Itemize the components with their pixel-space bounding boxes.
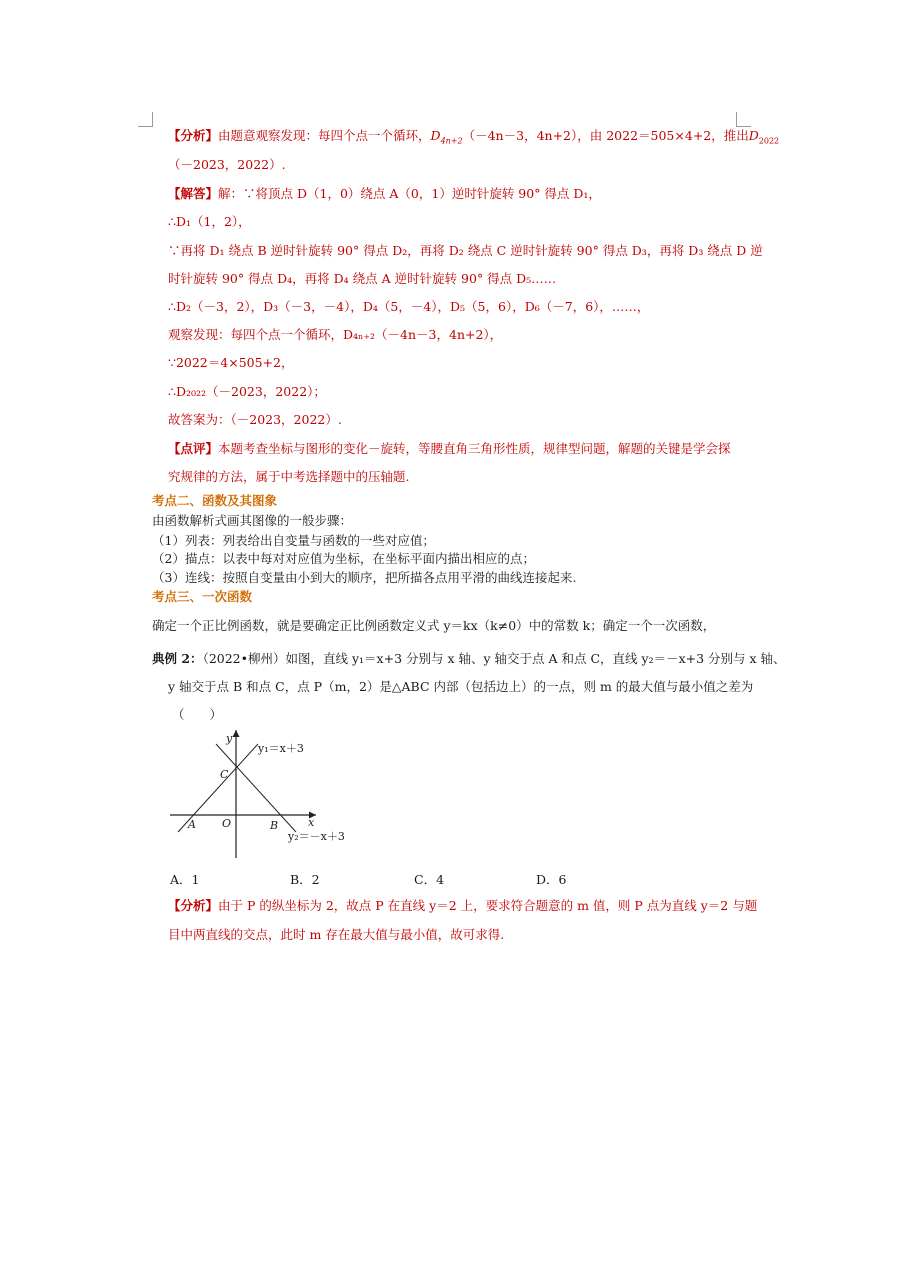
analysis1-D: D xyxy=(430,128,441,143)
solution-line6: 观察发现：每四个点一个循环，D₄ₙ₊₂（－4n－3，4n+2）， xyxy=(168,327,503,342)
analysis1-coord: （－4n－3，4n+2），由 2022＝505×4+2，推出 xyxy=(462,128,749,143)
solution-text-1: 解：∵将顶点 D（1，0）绕点 A（0，1）逆时针旋转 90° 得点 D₁， xyxy=(218,186,601,201)
graph-label-B: B xyxy=(270,819,279,832)
option-b[interactable]: B．2 xyxy=(290,872,320,887)
solution-line3: ∵再将 D₁ 绕点 B 逆时针旋转 90° 得点 D₂，再将 D₂ 绕点 C 逆时针旋转 90° 得点 D₃，再将 D₃ 绕点 D 逆 xyxy=(168,243,763,258)
example2-label: 典例 2： xyxy=(152,651,203,666)
analysis1-label: 【分析】 xyxy=(168,128,219,143)
analysis2-label: 【分析】 xyxy=(168,898,219,913)
graph-label-C: C xyxy=(220,768,229,781)
section2-heading: 考点二、函数及其图象 xyxy=(152,493,278,508)
solution-line9: 故答案为：（－2023，2022）. xyxy=(168,412,342,427)
option-a[interactable]: A．1 xyxy=(170,872,200,887)
solution-line7: ∵2022＝4×505+2， xyxy=(168,355,294,370)
example2-line2: y 轴交于点 B 和点 C，点 P（m，2）是△ABC 内部（包括边上）的一点，则 m 的最大值与最小值之差为 xyxy=(168,679,754,694)
example2-line1 xyxy=(152,651,786,667)
section2-step-3: （3）连线：按照自变量由小到大的顺序，把所描各点用平滑的曲线连接起来. xyxy=(152,570,577,585)
section2-step-2: （2）描点：以表中每对对应值为坐标，在坐标平面内描出相应的点； xyxy=(152,551,535,566)
graph-label-A: A xyxy=(188,818,196,831)
comment-text-1: 本题考查坐标与图形的变化－旋转，等腰直角三角形性质，规律型问题，解题的关键是学会探 xyxy=(218,441,731,456)
analysis1-line2: （－2023，2022）. xyxy=(168,157,286,172)
comment-label: 【点评】 xyxy=(168,441,219,456)
analysis2-line1 xyxy=(168,898,757,914)
solution-line2: ∴D₁（1，2）， xyxy=(168,214,251,229)
solution-line1 xyxy=(168,186,601,202)
page-corner-mark-left xyxy=(138,112,153,127)
option-c[interactable]: C．4 xyxy=(414,872,445,887)
comment-line1 xyxy=(168,441,731,457)
analysis2-text-1: 由于 P 的纵坐标为 2，故点 P 在直线 y＝2 上，要求符合题意的 m 值，则 P 点为直线 y＝2 与题 xyxy=(218,898,758,913)
comment-line2: 究规律的方法，属于中考选择题中的压轴题. xyxy=(168,469,410,484)
solution-line8: ∴D₂₀₂₂（－2023，2022）； xyxy=(168,384,326,399)
graph-label-y: y xyxy=(226,732,233,745)
example2-text-1: （2022•柳州）如图，直线 y₁＝x+3 分别与 x 轴、y 轴交于点 A 和点 C，直线 y₂＝－x+3 分别与 x 轴、 xyxy=(202,651,786,666)
analysis1-sub: 4n+2 xyxy=(440,136,463,146)
page-corner-mark-right xyxy=(736,112,751,127)
analysis1-line1 xyxy=(168,128,779,150)
graph-label-line2: y₂＝－x＋3 xyxy=(288,830,345,843)
example2-line3: （ ） xyxy=(172,707,223,722)
analysis1-sub2022: 2022 xyxy=(758,136,780,146)
graph-label-O: O xyxy=(222,817,232,830)
function-graph xyxy=(166,724,366,864)
option-d[interactable]: D．6 xyxy=(536,872,567,887)
section2-step-1: （1）列表：列表给出自变量与函数的一些对应值； xyxy=(152,533,435,548)
section2-intro: 由函数解析式画其图像的一般步骤： xyxy=(152,513,353,528)
section3-intro: 确定一个正比例函数，就是要确定正比例函数定义式 y＝kx（k≠0）中的常数 k；确定一个一次函数， xyxy=(152,618,716,633)
solution-label: 【解答】 xyxy=(168,186,219,201)
graph-label-x: x xyxy=(308,816,315,829)
graph-label-line1: y₁＝x＋3 xyxy=(258,742,304,755)
analysis1-D2: D xyxy=(748,128,759,143)
analysis2-line2: 目中两直线的交点，此时 m 存在最大值与最小值，故可求得. xyxy=(168,927,505,942)
solution-line4: 时针旋转 90° 得点 D₄，再将 D₄ 绕点 A 逆时针旋转 90° 得点 D₅…… xyxy=(168,271,557,286)
solution-line5: ∴D₂（－3，2），D₃（－3，－4），D₄（5，－4），D₅（5，6），D₆（－7，6），……， xyxy=(168,299,650,314)
section3-heading: 考点三、一次函数 xyxy=(152,589,253,604)
analysis1-text: 由题意观察发现：每四个点一个循环， xyxy=(218,128,431,143)
